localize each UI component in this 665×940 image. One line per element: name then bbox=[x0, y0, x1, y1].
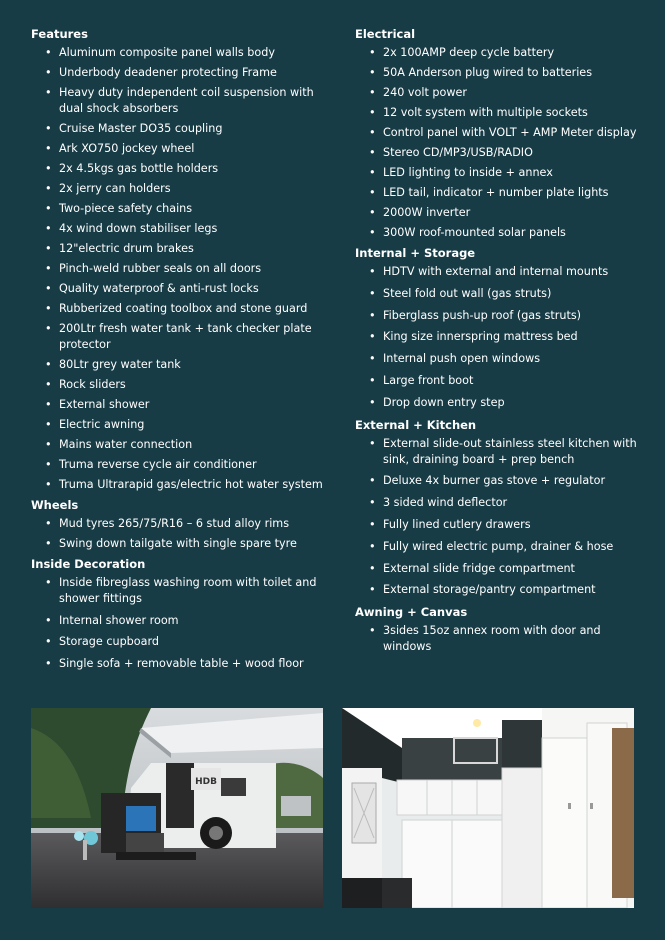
list-item: • Mud tyres 265/75/R16 – 6 stud alloy rims bbox=[31, 516, 331, 532]
list-item: • 2x jerry can holders bbox=[31, 181, 331, 197]
list-item: • 4x wind down stabiliser legs bbox=[31, 221, 331, 237]
right-column bbox=[355, 26, 645, 661]
list-item: • Single sofa + removable table + wood floor bbox=[31, 656, 331, 672]
section-heading: Features bbox=[31, 27, 88, 41]
list-item: • Aluminum composite panel walls body bbox=[31, 45, 331, 61]
section-heading: Inside Decoration bbox=[31, 557, 146, 571]
list-item: • Fully lined cutlery drawers bbox=[355, 517, 645, 533]
section-heading: Awning + Canvas bbox=[355, 605, 468, 620]
list-item: • 3sides 15oz annex room with door and windows bbox=[355, 623, 645, 655]
list-item: • HDTV with external and internal mounts bbox=[355, 264, 645, 280]
list-item: • 300W roof-mounted solar panels bbox=[355, 225, 645, 241]
section-heading: External + Kitchen bbox=[355, 417, 477, 432]
electrical-list bbox=[355, 45, 645, 241]
list-item: • Rock sliders bbox=[31, 377, 331, 393]
list-item: • Steel fold out wall (gas struts) bbox=[355, 286, 645, 302]
section-heading: Internal + Storage bbox=[355, 246, 476, 260]
list-item: • 12"electric drum brakes bbox=[31, 241, 331, 257]
list-item: • Two-piece safety chains bbox=[31, 201, 331, 217]
section-internal-storage bbox=[355, 245, 645, 411]
list-item: • Truma Ultrarapid gas/electric hot water system bbox=[31, 477, 331, 493]
list-item: • Ark XO750 jockey wheel bbox=[31, 141, 331, 157]
list-item: • Inside fibreglass washing room with toilet and shower fittings bbox=[31, 575, 331, 607]
list-item: • 12 volt system with multiple sockets bbox=[355, 105, 645, 121]
list-item: • Mains water connection bbox=[31, 437, 331, 453]
list-item: • External storage/pantry compartment bbox=[355, 582, 645, 598]
section-external-kitchen bbox=[355, 417, 645, 599]
list-item: • Drop down entry step bbox=[355, 395, 645, 411]
list-item: • External slide-out stainless steel kitchen with sink, draining board + prep bench bbox=[355, 436, 645, 468]
exterior-photo bbox=[31, 708, 323, 908]
list-item: • External shower bbox=[31, 397, 331, 413]
list-item: • 50A Anderson plug wired to batteries bbox=[355, 65, 645, 81]
awning-canvas-list bbox=[355, 623, 645, 655]
list-item: • 3 sided wind deflector bbox=[355, 495, 645, 511]
list-item: • Large front boot bbox=[355, 373, 645, 389]
list-item: • Quality waterproof & anti-rust locks bbox=[31, 281, 331, 297]
list-item: • LED tail, indicator + number plate lights bbox=[355, 185, 645, 201]
list-item: • Storage cupboard bbox=[31, 634, 331, 650]
list-item: • 80Ltr grey water tank bbox=[31, 357, 331, 373]
list-item: • Cruise Master DO35 coupling bbox=[31, 121, 331, 137]
list-item: • Stereo CD/MP3/USB/RADIO bbox=[355, 145, 645, 161]
list-item: • Fully wired electric pump, drainer & hose bbox=[355, 539, 645, 555]
section-inside-decoration bbox=[31, 556, 331, 672]
list-item: • Electric awning bbox=[31, 417, 331, 433]
section-heading: Electrical bbox=[355, 27, 416, 41]
internal-storage-list bbox=[355, 264, 645, 411]
list-item: • Underbody deadener protecting Frame bbox=[31, 65, 331, 81]
interior-photo bbox=[342, 708, 634, 908]
hdb-badge: HDB bbox=[195, 777, 217, 787]
list-item: • 2000W inverter bbox=[355, 205, 645, 221]
list-item: • Deluxe 4x burner gas stove + regulator bbox=[355, 473, 645, 489]
left-column bbox=[31, 26, 331, 677]
list-item: • 200Ltr fresh water tank + tank checker plate protector bbox=[31, 321, 331, 353]
section-heading: Wheels bbox=[31, 498, 79, 512]
list-item: • Control panel with VOLT + AMP Meter display bbox=[355, 125, 645, 141]
list-item: • Pinch-weld rubber seals on all doors bbox=[31, 261, 331, 277]
list-item: • Heavy duty independent coil suspension with dual shock absorbers bbox=[31, 85, 331, 117]
features-list bbox=[31, 45, 331, 493]
list-item: • External slide fridge compartment bbox=[355, 561, 645, 577]
external-kitchen-list bbox=[355, 436, 645, 599]
list-item: • 240 volt power bbox=[355, 85, 645, 101]
section-features bbox=[31, 26, 331, 493]
list-item: • 2x 100AMP deep cycle battery bbox=[355, 45, 645, 61]
list-item: • King size innerspring mattress bed bbox=[355, 329, 645, 345]
list-item: • Swing down tailgate with single spare tyre bbox=[31, 536, 331, 552]
section-awning-canvas bbox=[355, 604, 645, 655]
inside-decoration-list bbox=[31, 575, 331, 672]
section-wheels bbox=[31, 497, 331, 552]
wheels-list bbox=[31, 516, 331, 552]
list-item: • Rubberized coating toolbox and stone guard bbox=[31, 301, 331, 317]
list-item: • Fiberglass push-up roof (gas struts) bbox=[355, 308, 645, 324]
list-item: • Internal push open windows bbox=[355, 351, 645, 367]
list-item: • Truma reverse cycle air conditioner bbox=[31, 457, 331, 473]
section-electrical bbox=[355, 26, 645, 241]
list-item: • 2x 4.5kgs gas bottle holders bbox=[31, 161, 331, 177]
list-item: • LED lighting to inside + annex bbox=[355, 165, 645, 181]
interior-photo-illustration bbox=[342, 708, 634, 908]
list-item: • Internal shower room bbox=[31, 613, 331, 629]
exterior-photo-illustration bbox=[31, 708, 323, 908]
